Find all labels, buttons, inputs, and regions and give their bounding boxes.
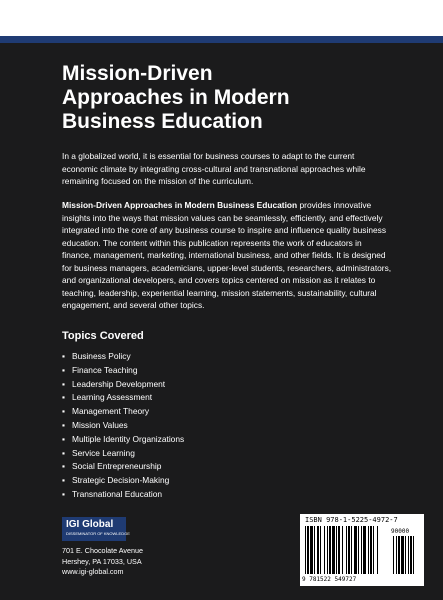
bullet-icon: ▪ — [62, 475, 65, 486]
topic-item — [62, 405, 184, 419]
topic-label: Learning Assessment — [72, 392, 153, 403]
topic-label: Management Theory — [72, 406, 150, 417]
barcode-bar — [338, 526, 340, 574]
address-line-street: 701 E. Chocolate Avenue — [62, 546, 143, 555]
publisher-address — [62, 546, 143, 578]
barcode-addon-bar — [398, 536, 400, 574]
bullet-icon: ▪ — [62, 433, 65, 444]
bullet-icon: ▪ — [62, 406, 65, 417]
logo-name: IGI Global — [66, 519, 114, 530]
barcode-addon-bar — [413, 536, 414, 574]
bullet-icon: ▪ — [62, 447, 65, 458]
title-line-3: Business Education — [62, 110, 263, 133]
topic-label: Service Learning — [72, 447, 135, 458]
bullet-icon: ▪ — [62, 378, 65, 389]
address-line-web: www.igi-global.com — [62, 567, 124, 576]
topic-label: Finance Teaching — [72, 364, 138, 375]
barcode-addon-bar — [408, 536, 409, 574]
barcode-bar — [327, 526, 328, 574]
barcode-addon-bar — [396, 536, 397, 574]
bullet-icon: ▪ — [62, 461, 65, 472]
bullet-icon: ▪ — [62, 364, 65, 375]
topic-label: Leadership Development — [72, 378, 166, 389]
bullet-icon: ▪ — [62, 351, 65, 361]
barcode-bar — [348, 526, 350, 574]
barcode-bar — [377, 526, 378, 574]
barcode-bar — [336, 526, 337, 574]
topic-label: Business Policy — [72, 351, 131, 361]
bullet-icon: ▪ — [62, 392, 65, 403]
title-line-1: Mission-Driven — [62, 62, 213, 85]
topic-item — [62, 419, 184, 433]
barcode-bar — [346, 526, 347, 574]
barcode-bar — [373, 526, 374, 574]
topic-item — [62, 447, 184, 461]
barcode-digits: 9 781522 549727 — [302, 576, 357, 583]
topic-label: Multiple Identity Organizations — [72, 433, 185, 444]
barcode-bar — [317, 526, 319, 574]
barcode-bar — [320, 526, 321, 574]
barcode-bar — [329, 526, 331, 574]
barcode-bar — [370, 526, 372, 574]
topic-item — [62, 460, 184, 474]
barcode-bar — [310, 526, 313, 574]
publisher-logo — [62, 517, 130, 541]
barcode-bar — [358, 526, 359, 574]
description-lead: Mission-Driven Approaches in Modern Business Education — [62, 200, 298, 210]
barcode-bar — [307, 526, 309, 574]
topic-item — [62, 391, 184, 405]
topics-list — [62, 350, 184, 502]
bullet-icon: ▪ — [62, 488, 65, 499]
description-paragraph — [62, 199, 392, 312]
topic-item — [62, 433, 184, 447]
topic-label: Transnational Education — [72, 488, 163, 499]
title-line-2: Approaches in Modern — [62, 86, 290, 109]
topics-heading: Topics Covered — [62, 330, 144, 342]
barcode-addon-bar — [405, 536, 406, 574]
barcode-bar — [363, 526, 366, 574]
barcode-bar — [305, 526, 306, 574]
barcode-bar — [332, 526, 335, 574]
barcode-addon-bar — [393, 536, 394, 574]
barcode-addon-bar — [401, 536, 404, 574]
address-line-city: Hershey, PA 17033, USA — [62, 556, 142, 566]
bullet-icon: ▪ — [62, 419, 65, 430]
description-rest: provides innovative insights into the ways that mission values can be seamlessly, efficiently, and effectively integrated into the core of any business course to inspire and influence quality business education. The content within this publication represents the work of educators in finance, management, marketing, international business, and other fields. It is designed for business managers, academicians, upper-level students, researchers, administrators, and organizational developers, and covers topics centered on mission as it relates to teaching, leadership, experiential learning, mission statements, sustainability, cultural engagement, and several other topics. — [62, 200, 392, 310]
barcode-bar — [314, 526, 315, 574]
book-title — [62, 62, 362, 134]
topic-item — [62, 364, 184, 378]
topic-label: Mission Values — [72, 419, 128, 430]
barcode-bar — [351, 526, 352, 574]
isbn-text: ISBN 978-1-5225-4972-7 — [305, 516, 398, 524]
isbn-barcode — [300, 514, 424, 586]
barcode-addon-digits: 90000 — [391, 528, 410, 535]
topic-item — [62, 474, 184, 488]
top-white-band — [0, 0, 443, 36]
topic-item — [62, 350, 184, 364]
top-blue-band — [0, 36, 443, 43]
logo-tagline: DISSEMINATOR OF KNOWLEDGE — [66, 531, 130, 536]
intro-paragraph: In a globalized world, it is essential for business courses to adapt to the current economic climate by integrating cross-cultural and transnational approaches while remaining focused on the mission of the curriculum. — [62, 151, 366, 186]
barcode-bar — [324, 526, 325, 574]
barcode-bar — [368, 526, 369, 574]
barcode-bar — [361, 526, 362, 574]
barcode-bar — [342, 526, 343, 574]
barcode-bar — [354, 526, 357, 574]
topic-item — [62, 488, 184, 502]
topic-item — [62, 378, 184, 392]
topic-label: Strategic Decision-Making — [72, 475, 170, 486]
barcode-addon-bar — [410, 536, 412, 574]
topic-label: Social Entrepreneurship — [72, 461, 162, 472]
